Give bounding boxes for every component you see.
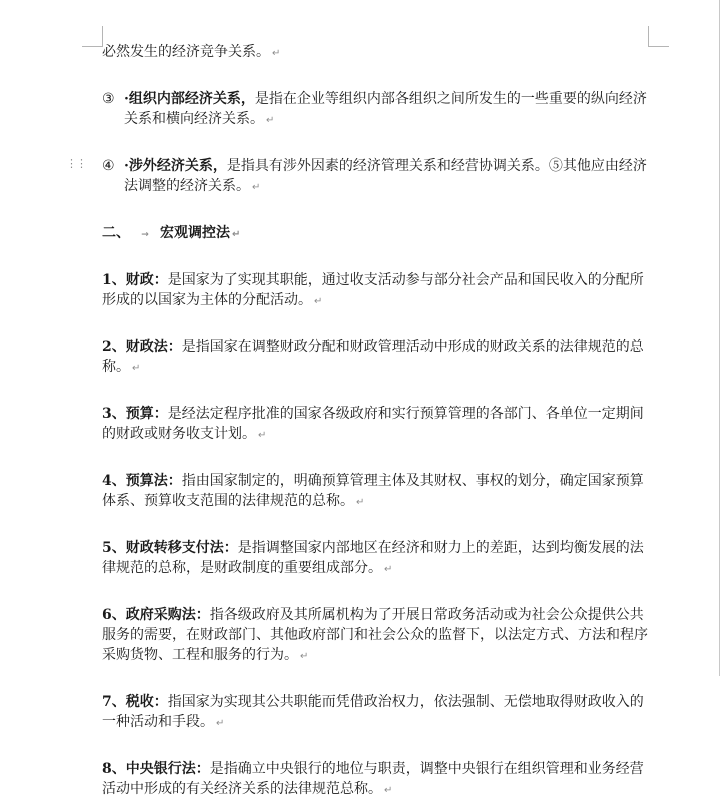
tab-mark: → <box>141 230 149 240</box>
definition-5: 5、财政转移支付法：是指调整国家内部地区在经济和财力上的差距，达到均衡发展的法律规范的总称，是财政制度的重要组成部分。 ↵ <box>102 540 644 576</box>
list-item-3: ③ ·组织内部经济关系，是指在企业等组织内部各组织之间所发生的一些重要的纵向经济关系和横向经济关系。 ↵ <box>102 91 647 127</box>
definition-8: 8、中央银行法：是指确立中央银行的地位与职责，调整中央银行在组织管理和业务经营活动中形成的有关经济关系的法律规范总称。 ↵ <box>102 761 644 797</box>
definition-1: 1、财政：是国家为了实现其职能，通过收支活动参与部分社会产品和国民收入的分配所形成的以国家为主体的分配活动。 ↵ <box>102 272 644 308</box>
definition-6: 6、政府采购法：指各级政府及其所属机构为了开展日常政务活动或为社会公众提供公共服务的需要，在财政部门、其他政府部门和社会公众的监督下，以法定方式、方法和程序采购货物、工程和服务的行为。 ↵ <box>102 607 648 663</box>
definition-3: 3、预算：是经法定程序批准的国家各级政府和实行预算管理的各部门、各单位一定期间的财政或财务收支计划。 ↵ <box>102 406 644 442</box>
crop-mark-top-right <box>648 26 669 47</box>
drag-handle-icon[interactable]: ⋮⋮ <box>66 157 86 170</box>
definition-4: 4、预算法：指由国家制定的，明确预算管理主体及其财权、事权的划分，确定国家预算体系、预算收支范围的法律规范的总称。 ↵ <box>102 473 644 509</box>
document-body[interactable] <box>102 42 650 801</box>
definition-2: 2、财政法：是指国家在调整财政分配和财政管理活动中形成的财政关系的法律规范的总称。 ↵ <box>102 339 644 375</box>
definition-7: 7、税收：指国家为实现其公共职能而凭借政治权力，依法强制、无偿地取得财政收入的一种活动和手段。 ↵ <box>102 694 644 730</box>
paragraph-top-fragment: 必然发生的经济竞争关系。 ↵ <box>102 44 281 60</box>
crop-mark-top-left <box>82 26 103 47</box>
list-item-4: ④ ·涉外经济关系，是指具有涉外因素的经济管理关系和经营协调关系。⑤其他应由经济法调整的经济关系。 ↵ <box>102 158 647 194</box>
section-heading: 二、 → 宏观调控法 ↵ <box>102 223 650 245</box>
